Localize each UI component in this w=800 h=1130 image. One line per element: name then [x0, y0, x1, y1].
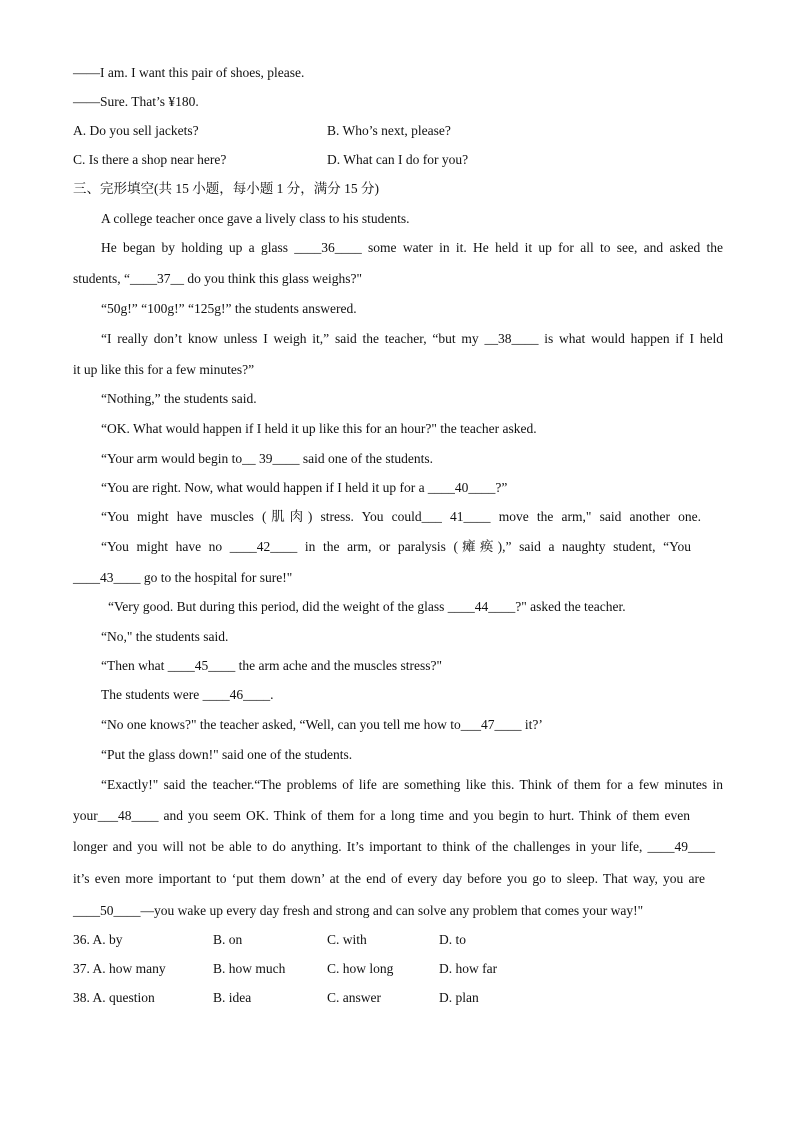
passage-line: “I really don’t know unless I weigh it,” said the teacher, “but my __38____ is what would happen if I held — [101, 331, 723, 346]
passage-line: “Nothing,” the students said. — [101, 391, 257, 406]
dialogue-line: ——I am. I want this pair of shoes, please. — [73, 65, 305, 80]
passage-line: “Then what ____45____ the arm ache and the muscles stress?" — [101, 658, 443, 673]
passage-line: “You might have muscles (肌肉) stress. You could___ 41____ move the arm," said another one. — [101, 509, 701, 524]
passage-line: ____50____—you wake up every day fresh and strong and can solve any problem that comes your way!" — [73, 903, 644, 918]
question-37-option-d: D. how far — [439, 961, 498, 976]
passage-line: ____43____ go to the hospital for sure!" — [73, 570, 293, 585]
option-c: C. Is there a shop near here? — [73, 152, 227, 167]
question-37-option-a: 37. A. how many — [73, 961, 166, 976]
passage-line: “50g!” “100g!” “125g!” the students answered. — [101, 301, 357, 316]
passage-line: The students were ____46____. — [101, 687, 274, 702]
passage-line: “No one knows?" the teacher asked, “Well, can you tell me how to___47____ it?’ — [101, 717, 543, 732]
passage-line: it up like this for a few minutes?” — [73, 362, 255, 377]
passage-line: “Put the glass down!" said one of the students. — [101, 747, 353, 762]
question-36-option-b: B. on — [213, 932, 243, 947]
question-37-option-b: B. how much — [213, 961, 286, 976]
dialogue-line: ——Sure. That’s ¥180. — [73, 94, 199, 109]
option-a: A. Do you sell jackets? — [73, 123, 199, 138]
passage-line: “Very good. But during this period, did the weight of the glass ____44____?" asked the teacher. — [108, 599, 626, 614]
passage-line: “Exactly!" said the teacher.“The problems of life are something like this. Think of them for a few minutes in — [101, 777, 723, 792]
question-38-option-b: B. idea — [213, 990, 252, 1005]
question-36-option-a: 36. A. by — [73, 932, 123, 947]
passage-line: “Your arm would begin to__ 39____ said one of the students. — [101, 451, 433, 466]
passage-line: “You might have no ____42____ in the arm, or paralysis (瘫痪),” said a naughty student, “You — [101, 539, 691, 554]
question-36-option-d: D. to — [439, 932, 466, 947]
passage-line: your___48____ and you seem OK. Think of them for a long time and you begin to hurt. Think of them even — [73, 808, 690, 823]
passage-line: “You are right. Now, what would happen if I held it up for a ____40____?” — [101, 480, 508, 495]
question-38-option-a: 38. A. question — [73, 990, 155, 1005]
question-36-option-c: C. with — [327, 932, 367, 947]
passage-line: A college teacher once gave a lively class to his students. — [101, 211, 410, 226]
passage-line: “OK. What would happen if I held it up like this for an hour?" the teacher asked. — [101, 421, 537, 436]
question-37-option-c: C. how long — [327, 961, 394, 976]
option-d: D. What can I do for you? — [327, 152, 469, 167]
passage-line: students, “____37__ do you think this glass weighs?" — [73, 271, 362, 286]
question-38-option-c: C. answer — [327, 990, 381, 1005]
passage-line: longer and you will not be able to do anything. It’s important to think of the challenges in your life, ____49____ — [73, 839, 715, 854]
passage-line: He began by holding up a glass ____36____ some water in it. He held it up for all to see, and asked the — [101, 240, 723, 255]
question-38-option-d: D. plan — [439, 990, 479, 1005]
passage-line: it’s even more important to ‘put them down’ at the end of every day before you go to sleep. That way, you are — [73, 871, 705, 886]
section-heading: 三、完形填空(共 15 小题，每小题 1 分，满分 15 分) — [73, 181, 379, 196]
option-b: B. Who’s next, please? — [327, 123, 451, 138]
passage-line: “No," the students said. — [101, 629, 229, 644]
